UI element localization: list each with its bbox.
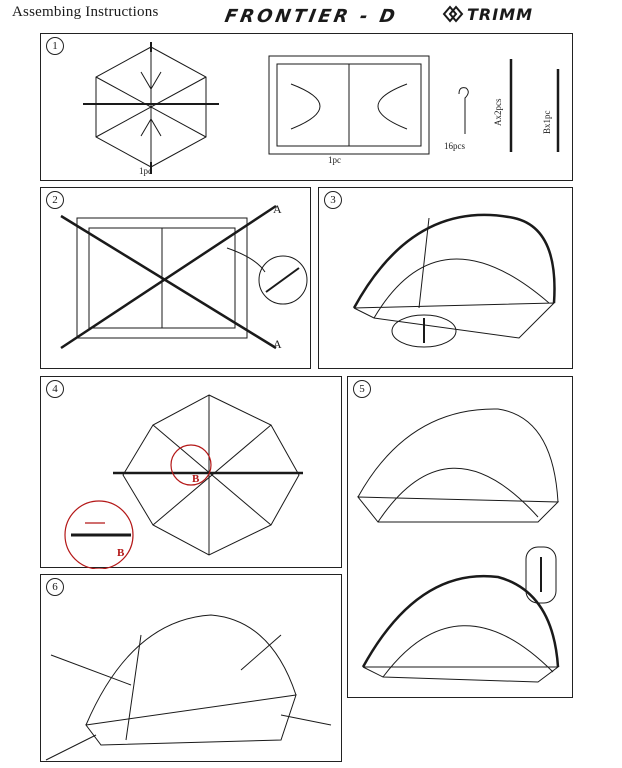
step-5-illustration (348, 377, 574, 699)
step-1-panel (40, 33, 573, 181)
step-6-panel (40, 574, 342, 762)
step-2-panel (40, 187, 311, 369)
step-2-illustration (41, 188, 312, 370)
step-3-illustration (319, 188, 574, 370)
step-3-number: 3 (324, 191, 342, 209)
step-3-panel (318, 187, 573, 369)
pole-a-label-top: A (273, 202, 282, 216)
step-1-number: 1 (46, 37, 64, 55)
inner-tent-qty: 1pc (139, 166, 152, 176)
step-6-number: 6 (46, 578, 64, 596)
peg-icon (459, 88, 468, 134)
brand-mark-icon (442, 5, 464, 23)
step-5-number: 5 (353, 380, 371, 398)
step-2-number: 2 (46, 191, 64, 209)
step-5-panel (347, 376, 573, 698)
brand-name: TRIMM (467, 4, 534, 24)
pole-b-zoom-label: B (117, 547, 125, 559)
pegs-qty: 16pcs (444, 141, 465, 151)
pole-a-qty: Ax2pcs (493, 98, 503, 126)
step-6-illustration (41, 575, 343, 763)
pole-a-label-bottom: A (273, 337, 282, 351)
pole-b-qty: Bx1pc (542, 110, 552, 134)
document-title: Assembing Instructions (12, 4, 159, 20)
step-4-panel (40, 376, 342, 568)
fly-qty: 1pc (328, 155, 341, 165)
model-name: FRONTIER - D (223, 6, 400, 27)
step-4-number: 4 (46, 380, 64, 398)
brand-logo (442, 3, 533, 25)
pole-b-label: B (192, 473, 200, 485)
